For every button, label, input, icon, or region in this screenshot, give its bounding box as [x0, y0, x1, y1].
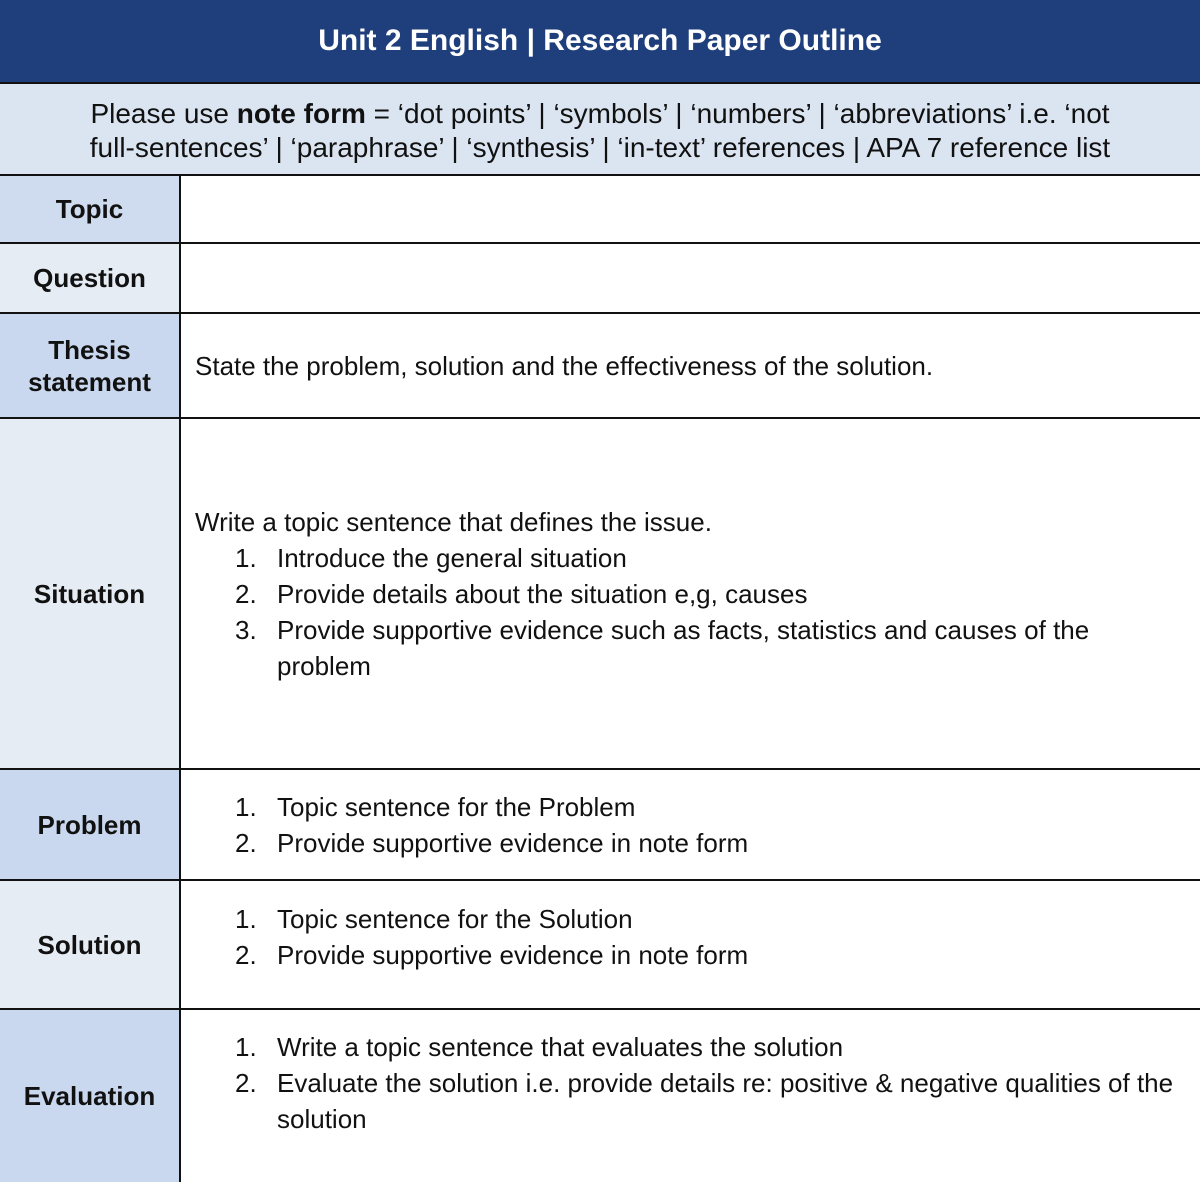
list-item: [195, 825, 1180, 861]
solution-label: Solution: [0, 881, 181, 1008]
evaluation-label: Evaluation: [0, 1010, 181, 1182]
situation-field[interactable]: [183, 419, 1200, 768]
list-text: Topic sentence for the Solution: [277, 903, 633, 934]
list-number: 1.: [235, 542, 257, 573]
question-label: Question: [0, 244, 181, 312]
instructions-line-2: full-sentences’ | ‘paraphrase’ | ‘synthesis’ | ‘in-text’ references | APA 7 reference list: [89, 132, 1111, 163]
list-text: Topic sentence for the Problem: [277, 791, 636, 822]
situation-intro: Write a topic sentence that defines the issue.: [195, 506, 712, 537]
evaluation-list: [195, 1029, 1180, 1137]
list-item: [195, 901, 1180, 937]
list-number: 2.: [235, 1068, 257, 1098]
problem-field[interactable]: [183, 770, 1200, 879]
thesis-label-line-2: statement: [28, 366, 151, 397]
evaluation-field[interactable]: [183, 1010, 1200, 1182]
thesis-row: [0, 314, 1200, 419]
evaluation-row: [0, 1010, 1200, 1182]
question-field[interactable]: [183, 244, 1200, 312]
thesis-label: [0, 314, 181, 417]
instructions-banner: [0, 84, 1200, 176]
solution-row: [0, 881, 1200, 1010]
list-number: 1.: [235, 903, 257, 934]
list-item: [195, 576, 1180, 612]
instructions-bold: note form: [236, 98, 366, 129]
list-text: Introduce the general situation: [277, 542, 627, 573]
instructions-line-1: [0, 97, 1200, 131]
list-text: Provide supportive evidence such as facts, statistics and causes of the problem: [277, 614, 1090, 681]
problem-list: [195, 789, 1180, 861]
list-item: [195, 1029, 1180, 1065]
list-number: 2.: [235, 578, 257, 609]
solution-field[interactable]: [183, 881, 1200, 1008]
question-row: [0, 244, 1200, 314]
list-text: Provide supportive evidence in note form: [277, 939, 749, 970]
thesis-prompt: State the problem, solution and the effectiveness of the solution.: [195, 350, 934, 381]
solution-list: [195, 901, 1180, 973]
problem-row: [0, 770, 1200, 881]
list-text: Provide supportive evidence in note form: [277, 827, 749, 858]
thesis-label-line-1: Thesis: [48, 334, 131, 365]
situation-label: Situation: [0, 419, 181, 768]
list-item: [195, 1065, 1180, 1137]
list-item: [195, 540, 1180, 576]
page-title: Unit 2 English | Research Paper Outline: [0, 0, 1200, 84]
instructions-prefix: Please use: [90, 98, 237, 129]
instructions-line1-rest: = ‘dot points’ | ‘symbols’ | ‘numbers’ | ‘abbreviations’ i.e. ‘not: [365, 98, 1110, 129]
topic-row: [0, 176, 1200, 244]
list-text: Evaluate the solution i.e. provide details re: positive & negative qualities of the solution: [277, 1068, 1174, 1134]
topic-label: Topic: [0, 176, 181, 242]
list-number: 3.: [235, 614, 257, 645]
topic-field[interactable]: [183, 176, 1200, 242]
list-text: Write a topic sentence that evaluates the solution: [277, 1032, 844, 1062]
list-item: [195, 789, 1180, 825]
situation-list: [195, 540, 1180, 684]
situation-row: [0, 419, 1200, 770]
list-number: 2.: [235, 939, 257, 970]
list-text: Provide details about the situation e,g, causes: [277, 578, 808, 609]
thesis-field[interactable]: [183, 314, 1200, 417]
list-number: 2.: [235, 827, 257, 858]
list-number: 1.: [235, 1032, 257, 1062]
list-item: [195, 937, 1180, 973]
problem-label: Problem: [0, 770, 181, 879]
list-number: 1.: [235, 791, 257, 822]
list-item: [195, 612, 1180, 684]
